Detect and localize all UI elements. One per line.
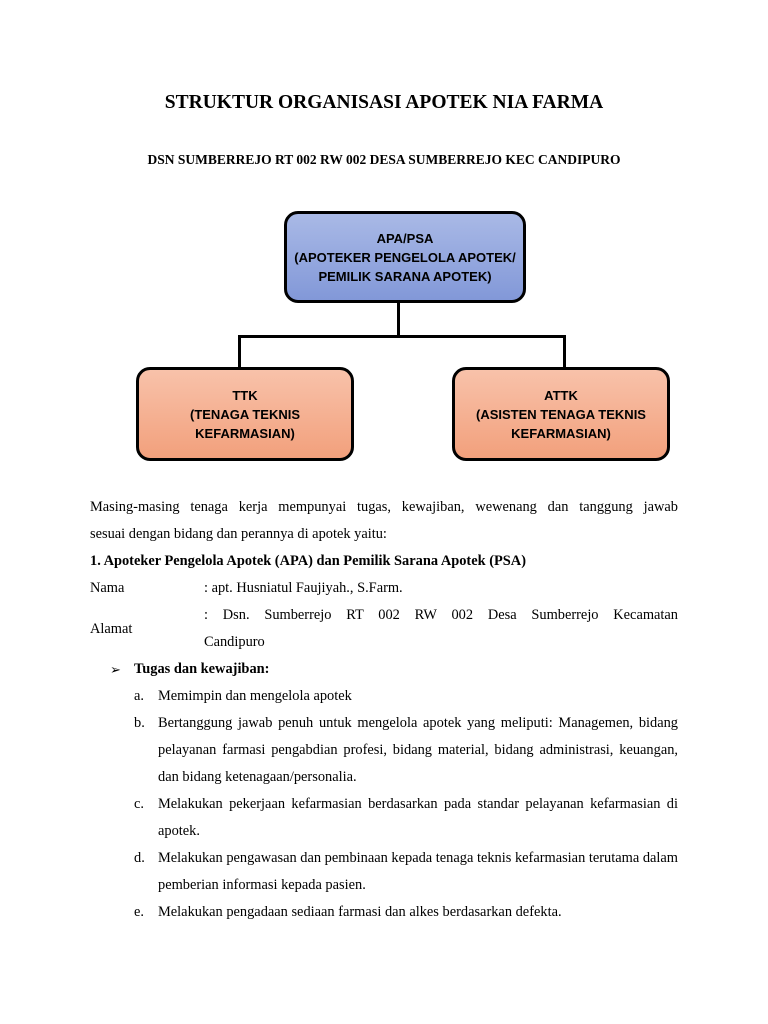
intro-line-1: Masing-masing tenaga kerja mempunyai tugas, kewajiban, wewenang dan tanggung jawab — [90, 499, 678, 515]
list-item-text: Melakukan pengawasan dan pembinaan kepada tenaga teknis kefarmasian terutama dalam pemberian informasi kepada pasien. — [158, 850, 678, 893]
nama-value: : apt. Husniatul Faujiyah., S.Farm. — [204, 580, 403, 596]
list-item-letter: c. — [134, 796, 144, 812]
nama-label: Nama — [90, 580, 125, 596]
document-body — [90, 494, 678, 926]
list-item — [134, 710, 678, 791]
list-item-letter: d. — [134, 850, 145, 866]
list-item — [134, 899, 678, 926]
list-item — [134, 845, 678, 899]
document-subtitle: DSN SUMBERREJO RT 002 RW 002 DESA SUMBERREJO KEC CANDIPURO — [147, 152, 621, 167]
alamat-value-line-2: Candipuro — [204, 634, 265, 650]
list-item-text: Melakukan pengadaan sediaan farmasi dan alkes berdasarkan defekta. — [158, 904, 562, 920]
org-box-attk — [452, 367, 670, 461]
list-item-text: Memimpin dan mengelola apotek — [158, 688, 352, 704]
connector-horizontal — [238, 335, 566, 338]
alamat-value-line-1: : Dsn. Sumberrejo RT 002 RW 002 Desa Sumberrejo Kecamatan — [204, 607, 678, 623]
document-title: STRUKTUR ORGANISASI APOTEK NIA FARMA — [164, 92, 604, 113]
org-box-apa-psa-label: APA/PSA (APOTEKER PENGELOLA APOTEK/ PEMILIK SARANA APOTEK) — [294, 230, 516, 284]
org-box-apa-psa — [284, 211, 526, 303]
connector-left-drop — [238, 335, 241, 369]
duty-list — [134, 683, 678, 926]
list-item-letter: e. — [134, 904, 144, 920]
list-item-letter: a. — [134, 688, 144, 704]
org-box-attk-label: ATTK (ASISTEN TENAGA TEKNIS KEFARMASIAN) — [476, 387, 646, 441]
list-item — [134, 791, 678, 845]
tugas-heading-row — [110, 656, 678, 683]
connector-right-drop — [563, 335, 566, 369]
org-box-ttk — [136, 367, 354, 461]
list-item-letter: b. — [134, 715, 145, 731]
org-box-ttk-label: TTK (TENAGA TEKNIS KEFARMASIAN) — [189, 387, 301, 441]
org-chart — [0, 205, 768, 465]
connector-vertical-top — [397, 303, 400, 336]
alamat-row — [90, 602, 678, 656]
intro-line-2: sesuai dengan bidang dan perannya di apotek yaitu: — [90, 526, 387, 542]
alamat-label: Alamat — [90, 620, 133, 637]
list-item-text: Bertanggung jawab penuh untuk mengelola apotek yang meliputi: Managemen, bidang pelayanan farmasi pengabdian profesi, bidang material, bidang administrasi, keuangan, dan bidang ketenagaan/personalia. — [158, 715, 678, 785]
nama-row — [90, 575, 678, 602]
section-heading: 1. Apoteker Pengelola Apotek (APA) dan Pemilik Sarana Apotek (PSA) — [90, 553, 526, 569]
arrow-bullet-icon: ➢ — [110, 662, 121, 677]
tugas-heading: Tugas dan kewajiban: — [134, 661, 270, 677]
list-item — [134, 683, 678, 710]
alamat-value — [204, 602, 678, 656]
list-item-text: Melakukan pekerjaan kefarmasian berdasarkan pada standar pelayanan kefarmasian di apotek. — [158, 796, 678, 839]
